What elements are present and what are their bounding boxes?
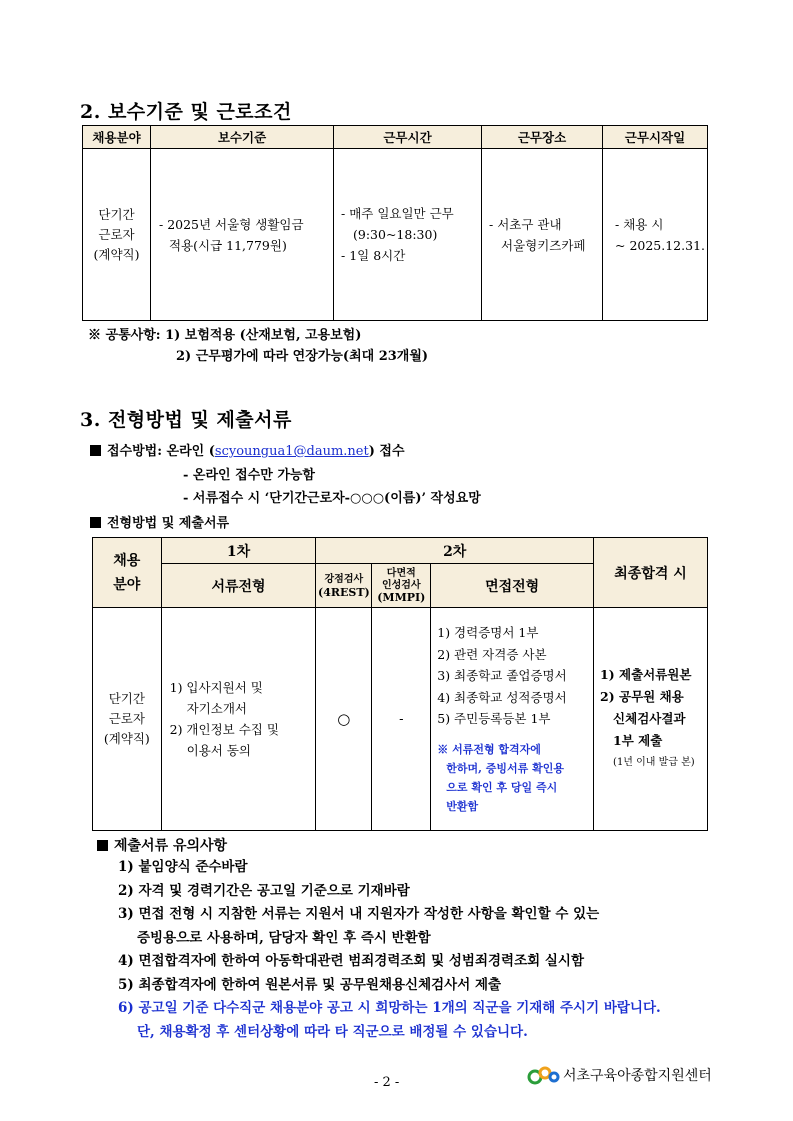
selection-table bbox=[92, 537, 708, 831]
precaution-item: 3) 면접 전형 시 지참한 서류는 지원서 내 지원자가 작성한 사항을 확인할 수 있는 bbox=[118, 906, 600, 922]
apply-note-1: - 온라인 접수만 가능함 bbox=[183, 468, 315, 483]
stage2-header: 2차 bbox=[316, 538, 594, 564]
test1-header: 강점검사 (4REST) bbox=[316, 564, 372, 608]
header-pay: 보수기준 bbox=[151, 126, 334, 149]
hours-cell: - 매주 일요일만 근무 (9:30~18:30) - 1일 8시간 bbox=[334, 149, 482, 321]
interview-cell: 1) 경력증명서 1부 2) 관련 자격증 사본 3) 최종학교 졸업증명서 4) 최종학교 성적증명서 5) 주민등록등본 1부 ※ 서류전형 합격자에 한하며, 증빙서류 확인용 으로 확인 후 당일 즉시 반환함 bbox=[431, 608, 594, 831]
header-field: 채용분야 bbox=[83, 126, 151, 149]
test1-mark: ○ bbox=[316, 608, 372, 831]
apply-method: 접수방법: 온라인 (scyoungua1@daum.net) 접수 bbox=[90, 440, 405, 459]
apply-note-2: - 서류접수 시 ‘단기간근로자-○○○(이름)’ 작성요망 bbox=[183, 491, 481, 506]
square-bullet-icon bbox=[97, 840, 108, 851]
doc-screen-header: 서류전형 bbox=[161, 564, 316, 608]
precaution-item: 4) 면접합격자에 한하여 아동학대관련 범죄경력조회 및 성범죄경력조회 실시함 bbox=[118, 953, 584, 969]
precautions-heading: 제출서류 유의사항 bbox=[97, 835, 227, 855]
field-header: 채용 분야 bbox=[93, 538, 162, 608]
pay-cell: - 2025년 서울형 생활임금 적용(시급 11,779원) bbox=[151, 149, 334, 321]
place-cell: - 서초구 관내 서울형키즈카페 bbox=[482, 149, 603, 321]
header-hours: 근무시간 bbox=[334, 126, 482, 149]
final-header: 최종합격 시 bbox=[594, 538, 708, 608]
pay-conditions-table bbox=[82, 125, 708, 321]
section2-title: 2. 보수기준 및 근로조건 bbox=[80, 101, 292, 123]
precaution-item: 5) 최종합격자에 한하여 원본서류 및 공무원채용신체검사서 제출 bbox=[118, 976, 502, 993]
header-place: 근무장소 bbox=[482, 126, 603, 149]
method-heading: 전형방법 및 제출서류 bbox=[90, 512, 229, 531]
footer-org bbox=[527, 1063, 712, 1087]
page-number: - 2 - bbox=[374, 1075, 400, 1090]
test2-mark: - bbox=[372, 608, 431, 831]
common-note-1: ※ 공통사항: 1) 보험적용 (산재보험, 고용보험) bbox=[88, 328, 362, 343]
field-cell: 단기간 근로자 (계약직) bbox=[93, 608, 162, 831]
square-bullet-icon bbox=[90, 517, 101, 528]
field-cell: 단기간 근로자 (계약직) bbox=[83, 149, 151, 321]
square-bullet-icon bbox=[90, 445, 101, 456]
precaution-item: 1) 붙임양식 준수바람 bbox=[118, 859, 248, 875]
org-logo-icon bbox=[527, 1063, 561, 1087]
precaution-item: 2) 자격 및 경력기간은 공고일 기준으로 기재바람 bbox=[118, 882, 410, 899]
interview-header: 면접전형 bbox=[431, 564, 594, 608]
start-cell: - 채용 시 ~ 2025.12.31. bbox=[603, 149, 708, 321]
header-start: 근무시작일 bbox=[603, 126, 708, 149]
stage1-header: 1차 bbox=[161, 538, 316, 564]
interview-note: ※ 서류전형 합격자에 한하며, 증빙서류 확인용 으로 확인 후 당일 즉시 반환함 bbox=[437, 742, 564, 813]
final-cell: 1) 제출서류원본 2) 공무원 채용 신체검사결과 1부 제출 (1년 이내 발급 본) bbox=[594, 608, 708, 831]
section3-title: 3. 전형방법 및 제출서류 bbox=[80, 409, 292, 431]
email-link[interactable]: scyoungua1@daum.net bbox=[214, 444, 369, 459]
common-note-2: 2) 근무평가에 따라 연장가능(최대 23개월) bbox=[176, 349, 429, 364]
precaution-highlight: 6) 공고일 기준 다수직군 채용분야 공고 시 희망하는 1개의 직군을 기재해 주시기 바랍니다. bbox=[118, 1000, 661, 1016]
org-name: 서초구육아종합지원센터 bbox=[563, 1068, 712, 1084]
precautions-list bbox=[118, 856, 661, 1044]
precaution-highlight: 단, 채용확정 후 센터상황에 따라 타 직군으로 배정될 수 있습니다. bbox=[137, 1023, 528, 1040]
docs-cell: 1) 입사지원서 및 자기소개서 2) 개인정보 수집 및 이용서 동의 bbox=[161, 608, 316, 831]
precaution-item: 증빙용으로 사용하며, 담당자 확인 후 즉시 반환함 bbox=[137, 929, 431, 946]
test2-header: 다면적 인성검사 (MMPI) bbox=[372, 564, 431, 608]
